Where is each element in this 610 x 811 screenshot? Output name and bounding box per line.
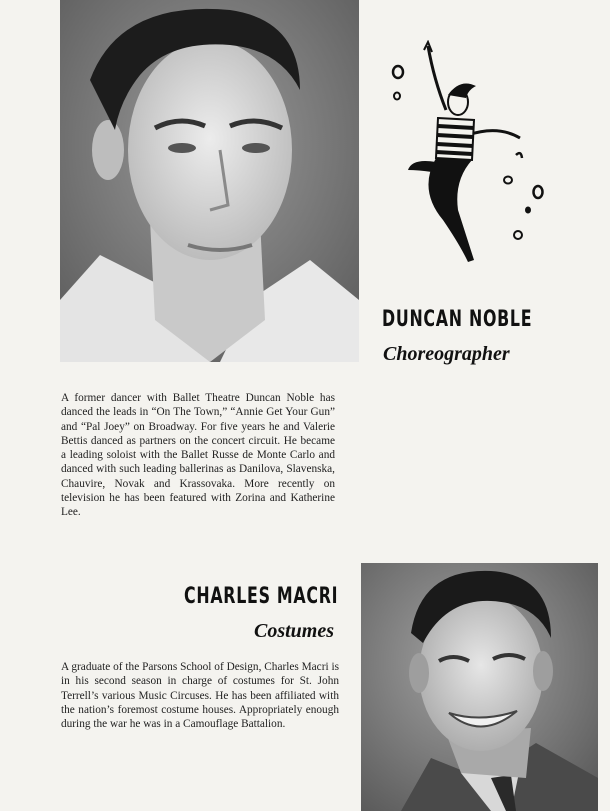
charles-macri-photo	[361, 563, 598, 811]
duncan-noble-bio: A former dancer with Ballet Theatre Duncan Noble has danced the leads in “On The Town,” “Annie Get Your Gun” and “Pal Joey” on Broadway. For five years he and Valerie Bettis danced as partners on the concert circuit. He became a leading soloist with the Ballet Russe de Monte Carlo and danced with such leading ballerinas as Danilova, Slavenska, Chauvire, Novak and Krassovaka. More recently on television he has been featured with Zorina and Katherine Lee.	[61, 392, 335, 519]
duncan-noble-role: Choreographer	[383, 343, 510, 365]
duncan-noble-photo	[60, 0, 359, 362]
charles-macri-portrait	[361, 563, 598, 811]
charles-macri-bio: A graduate of the Parsons School of Design, Charles Macri is in his second season in charge of costumes for St. John Terrell’s various Music Circuses. He has been affiliated with the nation’s foremost costume houses. Appropriately enough during the war he was in a Camouflage Battalion.	[61, 661, 339, 731]
charles-macri-name: CHARLES MACRI	[184, 584, 339, 609]
dancer-illustration	[388, 40, 548, 270]
duncan-noble-portrait	[60, 0, 359, 362]
charles-macri-role: Costumes	[254, 620, 335, 642]
duncan-noble-name: DUNCAN NOBLE	[382, 307, 533, 332]
dancer-drawing	[388, 40, 548, 270]
